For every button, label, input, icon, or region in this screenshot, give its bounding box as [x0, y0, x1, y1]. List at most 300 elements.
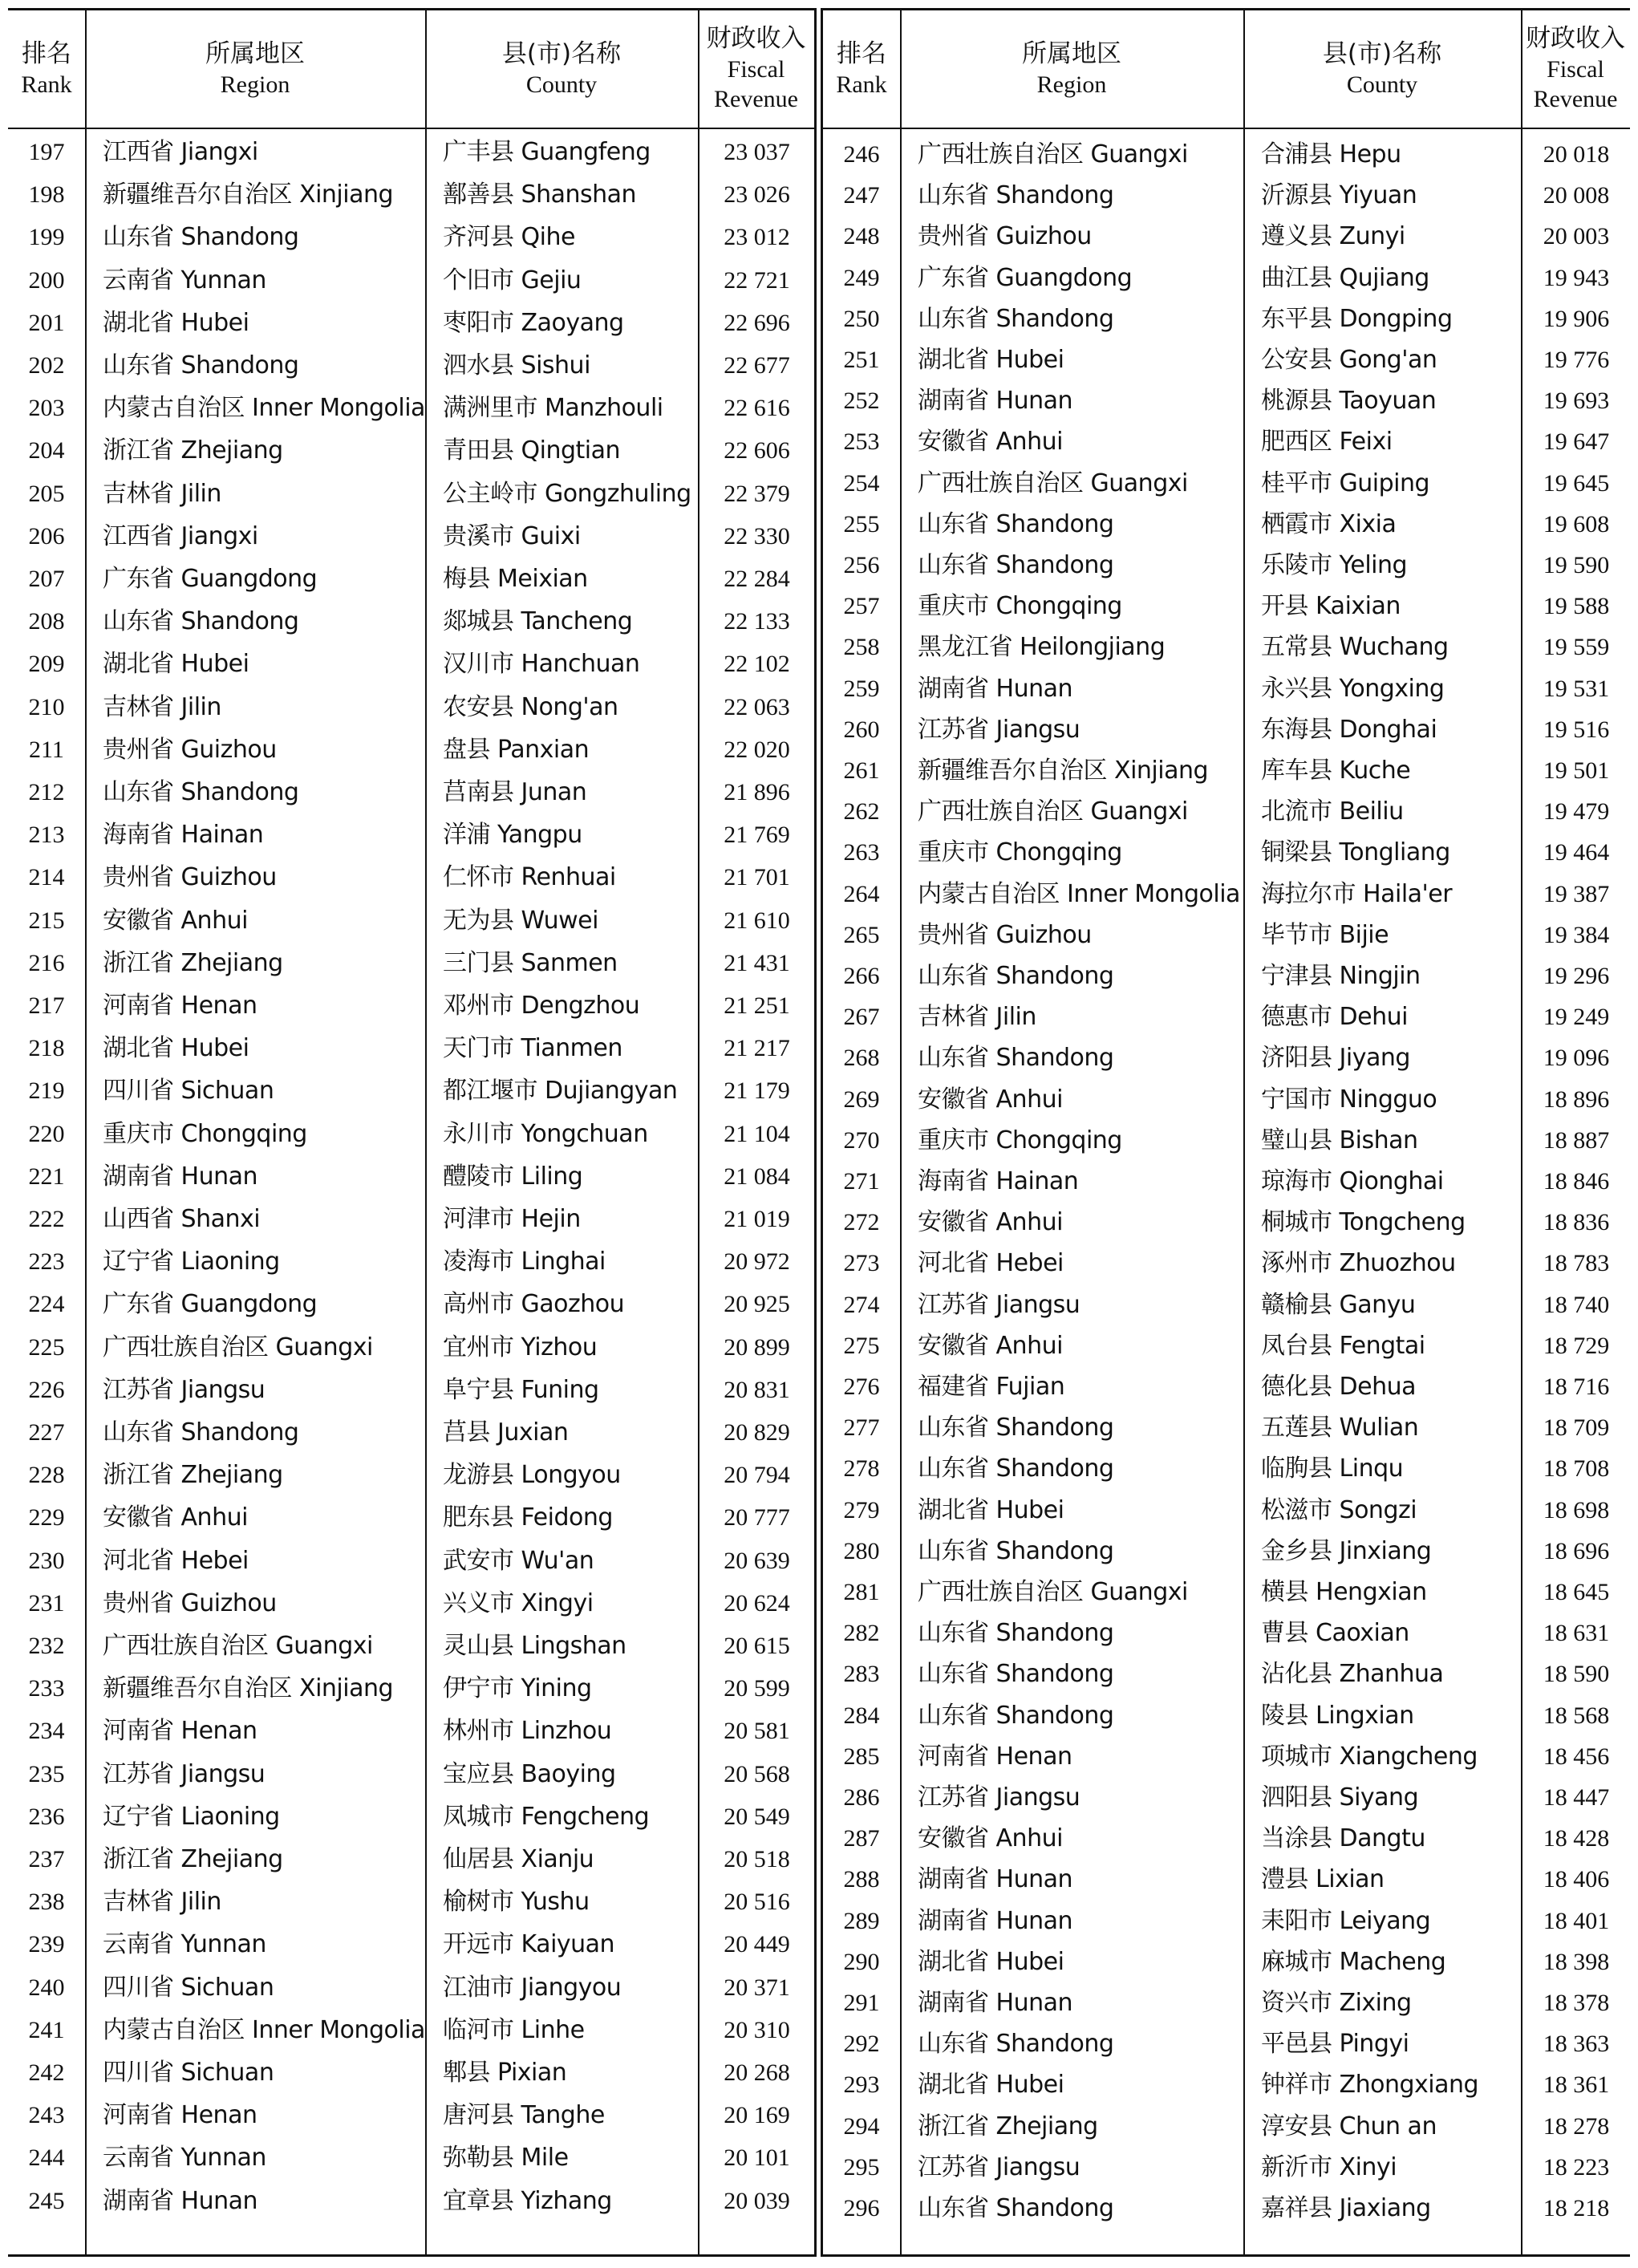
rank-cell: 229: [28, 1504, 65, 1532]
county-cell: 永川市 Yongchuan: [443, 1119, 648, 1148]
county-cell: 农安县 Nong'an: [443, 692, 618, 721]
rank-cell: 223: [28, 1248, 65, 1276]
county-cell: 德化县 Dehua: [1261, 1373, 1417, 1401]
table-row: [8, 1326, 814, 1369]
table-row: [8, 1283, 814, 1326]
region-cell: 四川省 Sichuan: [103, 1973, 274, 2002]
region-cell: 山东省 Shandong: [918, 181, 1114, 210]
table-row: [8, 173, 814, 217]
region-header-zh: 所属地区: [205, 39, 305, 68]
county-cell: 五常县 Wuchang: [1261, 633, 1449, 662]
county-cell: 凤城市 Fengcheng: [443, 1802, 650, 1831]
county-cell: 阜宁县 Funing: [443, 1375, 599, 1404]
rank-cell: 268: [843, 1045, 880, 1072]
rank-cell: 251: [843, 347, 880, 373]
revenue-cell: 20 169: [724, 2102, 790, 2129]
right-table-body: [823, 129, 1630, 2254]
county-cell: 齐河县 Qihe: [443, 223, 575, 252]
rank-cell: 264: [843, 880, 880, 907]
revenue-cell: 18 568: [1543, 1702, 1610, 1729]
revenue-cell: 21 431: [724, 949, 790, 976]
county-cell: 济阳县 Jiyang: [1261, 1044, 1410, 1073]
region-cell: 广东省 Guangdong: [103, 1290, 318, 1319]
region-cell: 湖北省 Hubei: [918, 2071, 1064, 2100]
county-cell: 金乡县 Jinxiang: [1261, 1536, 1432, 1565]
table-row: [823, 749, 1630, 793]
region-cell: 广东省 Guangdong: [103, 565, 318, 593]
county-cell: 沂源县 Yiyuan: [1261, 181, 1417, 210]
table-row: [823, 955, 1630, 998]
table-row: [8, 429, 814, 473]
region-cell: 福建省 Fujian: [918, 1373, 1065, 1401]
rank-cell: 272: [843, 1209, 880, 1236]
county-cell: 开县 Kaixian: [1261, 592, 1401, 621]
revenue-cell: 18 740: [1543, 1291, 1610, 1318]
rank-cell: 288: [843, 1866, 880, 1893]
rank-cell: 242: [28, 2059, 65, 2086]
region-cell: 新疆维吾尔自治区 Xinjiang: [103, 181, 394, 209]
table-row: [8, 1069, 814, 1113]
table-row: [8, 1198, 814, 1241]
rank-cell: 215: [28, 907, 65, 934]
region-cell: 内蒙古自治区 Inner Mongolia: [918, 879, 1240, 908]
region-cell: 吉林省 Jilin: [918, 1003, 1036, 1032]
county-cell: 枣阳市 Zaoyang: [443, 308, 624, 337]
revenue-cell: 18 223: [1543, 2153, 1610, 2181]
county-cell: 天门市 Tianmen: [443, 1034, 622, 1063]
table-row: [8, 771, 814, 814]
revenue-cell: 22 020: [724, 736, 790, 763]
rank-cell: 209: [28, 651, 65, 678]
revenue-header-zh: 财政收入: [706, 24, 806, 54]
table-row: [8, 1795, 814, 1839]
table-row: [823, 1242, 1630, 1285]
revenue-cell: 18 406: [1543, 1866, 1610, 1893]
region-cell: 新疆维吾尔自治区 Xinjiang: [103, 1674, 394, 1703]
county-cell: 璧山县 Bishan: [1261, 1126, 1418, 1154]
rank-cell: 213: [28, 822, 65, 849]
rank-cell: 235: [28, 1760, 65, 1787]
rank-header: [8, 10, 85, 128]
region-cell: 湖南省 Hunan: [103, 2186, 258, 2215]
rank-cell: 233: [28, 1675, 65, 1702]
county-cell: 凌海市 Linghai: [443, 1248, 606, 1276]
county-cell: 鄯善县 Shanshan: [443, 181, 637, 209]
region-cell: 河北省 Hebei: [918, 1249, 1064, 1278]
county-cell: 赣榆县 Ganyu: [1261, 1290, 1416, 1319]
revenue-cell: 19 559: [1543, 634, 1610, 661]
county-cell: 梅县 Meixian: [443, 565, 588, 593]
table-row: [8, 813, 814, 857]
region-cell: 山东省 Shandong: [103, 607, 299, 636]
revenue-cell: 22 677: [724, 352, 790, 379]
revenue-cell: 22 284: [724, 566, 790, 592]
county-cell: 榆树市 Yushu: [443, 1888, 590, 1917]
rank-cell: 226: [28, 1376, 65, 1403]
rank-cell: 230: [28, 1547, 65, 1574]
county-cell: 麻城市 Macheng: [1261, 1947, 1446, 1976]
table-row: [8, 686, 814, 729]
table-row: [823, 379, 1630, 423]
revenue-cell: 23 026: [724, 181, 790, 209]
rank-cell: 274: [843, 1291, 880, 1318]
region-cell: 辽宁省 Liaoning: [103, 1248, 280, 1276]
region-cell: 山西省 Shanxi: [103, 1205, 261, 1233]
region-cell: 重庆市 Chongqing: [918, 838, 1122, 867]
rank-cell: 282: [843, 1620, 880, 1647]
rank-cell: 293: [843, 2071, 880, 2099]
table-row: [8, 344, 814, 387]
table-row: [823, 1406, 1630, 1450]
revenue-cell: 18 456: [1543, 1743, 1610, 1770]
region-cell: 吉林省 Jilin: [103, 479, 221, 508]
county-cell: 铜梁县 Tongliang: [1261, 838, 1450, 867]
region-cell: 吉林省 Jilin: [103, 692, 221, 721]
region-cell: 江苏省 Jiangsu: [103, 1759, 266, 1788]
revenue-cell: 19 387: [1543, 880, 1610, 907]
county-cell: 灵山县 Lingshan: [443, 1632, 626, 1660]
table-row: [823, 1325, 1630, 1368]
table-row: [823, 1653, 1630, 1696]
region-cell: 河北省 Hebei: [103, 1546, 249, 1575]
rank-cell: 241: [28, 2016, 65, 2043]
table-row: [823, 2146, 1630, 2189]
revenue-cell: 23 012: [724, 224, 790, 251]
county-cell: 北流市 Beiliu: [1261, 797, 1404, 826]
revenue-cell: 18 447: [1543, 1784, 1610, 1811]
region-cell: 江西省 Jiangxi: [103, 521, 258, 550]
table-row: [823, 1119, 1630, 1162]
revenue-cell: 22 133: [724, 608, 790, 635]
county-header-en: County: [525, 71, 598, 98]
county-cell: 临朐县 Linqu: [1261, 1455, 1404, 1483]
revenue-cell: 21 701: [724, 864, 790, 891]
county-cell: 五莲县 Wulian: [1261, 1414, 1419, 1442]
rank-cell: 254: [843, 469, 880, 497]
table-row: [8, 387, 814, 430]
table-row: [8, 942, 814, 985]
rank-cell: 275: [843, 1332, 880, 1359]
region-cell: 山东省 Shandong: [918, 1701, 1114, 1730]
table-row: [8, 473, 814, 516]
revenue-cell: 19 645: [1543, 469, 1610, 497]
region-cell: 贵州省 Guizhou: [103, 863, 277, 892]
revenue-cell: 19 249: [1543, 1004, 1610, 1031]
table-row: [823, 1530, 1630, 1573]
table-row: [8, 515, 814, 558]
region-cell: 山东省 Shandong: [918, 1044, 1114, 1073]
region-cell: 辽宁省 Liaoning: [103, 1802, 280, 1831]
revenue-cell: 20 624: [724, 1589, 790, 1617]
rank-cell: 273: [843, 1250, 880, 1277]
rank-cell: 263: [843, 839, 880, 866]
revenue-cell: 18 378: [1543, 1990, 1610, 2016]
region-cell: 重庆市 Chongqing: [103, 1119, 307, 1148]
table-row: [823, 339, 1630, 382]
revenue-cell: 20 777: [724, 1504, 790, 1532]
table-row: [8, 558, 814, 601]
region-cell: 广东省 Guangdong: [918, 263, 1133, 292]
ranking-table: [8, 8, 1630, 2260]
rank-cell: 279: [843, 1496, 880, 1523]
county-cell: 盘县 Panxian: [443, 735, 590, 764]
revenue-cell: 20 972: [724, 1248, 790, 1276]
table-row: [823, 1982, 1630, 2025]
table-row: [823, 1612, 1630, 1655]
rank-cell: 296: [843, 2195, 880, 2221]
revenue-cell: 18 363: [1543, 2031, 1610, 2058]
revenue-cell: 20 831: [724, 1376, 790, 1403]
table-row: [823, 2063, 1630, 2107]
revenue-cell: 19 464: [1543, 839, 1610, 866]
revenue-cell: 20 639: [724, 1547, 790, 1574]
region-cell: 四川省 Sichuan: [103, 1077, 274, 1106]
revenue-cell: 22 696: [724, 309, 790, 336]
county-cell: 钟祥市 Zhongxiang: [1261, 2071, 1479, 2100]
region-cell: 安徽省 Anhui: [918, 428, 1063, 456]
county-cell: 德惠市 Dehui: [1261, 1003, 1408, 1032]
rank-cell: 225: [28, 1333, 65, 1361]
county-cell: 凤台县 Fengtai: [1261, 1331, 1425, 1360]
table-row: [823, 2105, 1630, 2148]
region-cell: 湖南省 Hunan: [918, 387, 1073, 416]
revenue-cell: 18 896: [1543, 1085, 1610, 1113]
table-row: [823, 667, 1630, 711]
table-row: [823, 2023, 1630, 2066]
table-row: [823, 914, 1630, 957]
revenue-cell: 22 606: [724, 437, 790, 465]
revenue-cell: 18 887: [1543, 1126, 1610, 1154]
region-cell: 山东省 Shandong: [103, 778, 299, 806]
rank-cell: 216: [28, 949, 65, 976]
table-row: [8, 2094, 814, 2137]
county-cell: 醴陵市 Liling: [443, 1162, 583, 1191]
rank-cell: 271: [843, 1168, 880, 1195]
table-row: [8, 856, 814, 899]
county-cell: 广丰县 Guangfeng: [443, 138, 651, 166]
revenue-cell: 21 179: [724, 1077, 790, 1105]
county-cell: 龙游县 Longyou: [443, 1461, 621, 1490]
table-row: [823, 831, 1630, 874]
rank-cell: 280: [843, 1537, 880, 1564]
county-header: [1243, 10, 1521, 128]
county-cell: 兴义市 Xingyi: [443, 1588, 594, 1617]
table-row: [823, 1571, 1630, 1614]
rank-cell: 222: [28, 1206, 65, 1232]
revenue-cell: 21 610: [724, 907, 790, 934]
rank-cell: 260: [843, 716, 880, 743]
table-row: [8, 1496, 814, 1540]
county-cell: 郫县 Pixian: [443, 2059, 567, 2087]
region-cell: 湖北省 Hubei: [918, 1495, 1064, 1524]
rank-header: [823, 10, 900, 128]
region-cell: 江苏省 Jiangsu: [918, 1290, 1081, 1319]
county-cell: 邓州市 Dengzhou: [443, 992, 640, 1020]
rank-cell: 218: [28, 1035, 65, 1062]
right-table-half: [821, 8, 1630, 2257]
revenue-cell: 20 568: [724, 1760, 790, 1787]
revenue-cell: 18 645: [1543, 1579, 1610, 1605]
table-row: [823, 420, 1630, 464]
revenue-cell: 18 218: [1543, 2195, 1610, 2221]
table-row: [8, 1966, 814, 2010]
table-row: [823, 626, 1630, 669]
county-cell: 仙居县 Xianju: [443, 1845, 594, 1873]
table-row: [823, 298, 1630, 341]
region-cell: 新疆维吾尔自治区 Xinjiang: [918, 757, 1209, 785]
rank-cell: 211: [29, 736, 64, 763]
table-row: [823, 1201, 1630, 1244]
table-row: [823, 257, 1630, 300]
rank-cell: 231: [28, 1589, 65, 1617]
region-cell: 山东省 Shandong: [103, 1418, 299, 1446]
rank-cell: 210: [28, 693, 65, 720]
table-row: [8, 1753, 814, 1796]
revenue-cell: 22 721: [724, 266, 790, 294]
rank-cell: 228: [28, 1462, 65, 1489]
table-row: [8, 2051, 814, 2095]
revenue-cell: 20 516: [724, 1889, 790, 1916]
table-row: [8, 1582, 814, 1625]
rank-cell: 266: [843, 963, 880, 989]
table-header: [8, 10, 814, 129]
table-row: [8, 1625, 814, 1668]
county-cell: 东平县 Dongping: [1261, 304, 1453, 333]
county-cell: 永兴县 Yongxing: [1261, 674, 1445, 703]
region-cell: 湖北省 Hubei: [103, 1034, 249, 1063]
revenue-cell: 21 251: [724, 992, 790, 1019]
county-cell: 栖霞市 Xixia: [1261, 509, 1397, 538]
county-cell: 莒南县 Junan: [443, 778, 587, 806]
rank-cell: 283: [843, 1661, 880, 1688]
county-cell: 莒县 Juxian: [443, 1418, 569, 1446]
table-row: [823, 1365, 1630, 1409]
county-cell: 桃源县 Taoyuan: [1261, 387, 1437, 416]
county-cell: 陵县 Lingxian: [1261, 1701, 1414, 1730]
revenue-cell: 19 647: [1543, 428, 1610, 456]
revenue-cell: 18 836: [1543, 1209, 1610, 1236]
region-cell: 贵州省 Guizhou: [103, 735, 277, 764]
table-row: [8, 2180, 814, 2223]
revenue-cell: 19 943: [1543, 264, 1610, 291]
table-row: [8, 600, 814, 643]
rank-cell: 219: [28, 1077, 65, 1105]
table-row: [8, 2136, 814, 2180]
revenue-cell: 22 379: [724, 480, 790, 507]
rank-cell: 202: [28, 352, 65, 379]
county-cell: 弥勒县 Mile: [443, 2144, 569, 2173]
county-cell: 东海县 Donghai: [1261, 715, 1437, 744]
rank-cell: 291: [843, 1990, 880, 2016]
county-cell: 贵溪市 Guixi: [443, 521, 581, 550]
revenue-cell: 20 268: [724, 2059, 790, 2086]
table-row: [823, 585, 1630, 628]
region-cell: 吉林省 Jilin: [103, 1888, 221, 1917]
table-row: [823, 544, 1630, 587]
revenue-cell: 22 102: [724, 651, 790, 678]
table-row: [8, 2009, 814, 2052]
region-cell: 四川省 Sichuan: [103, 2059, 274, 2087]
region-cell: 江苏省 Jiangsu: [918, 2152, 1081, 2181]
rank-cell: 269: [843, 1085, 880, 1113]
county-cell: 肥东县 Feidong: [443, 1503, 613, 1532]
revenue-cell: 18 709: [1543, 1414, 1610, 1442]
rank-header-en: Rank: [21, 71, 72, 98]
table-row: [823, 1941, 1630, 1984]
revenue-cell: 19 501: [1543, 757, 1610, 784]
region-cell: 山东省 Shandong: [103, 351, 299, 379]
revenue-cell: 20 599: [724, 1675, 790, 1702]
region-cell: 海南省 Hainan: [918, 1167, 1079, 1195]
region-header-en: Region: [1036, 71, 1107, 98]
revenue-cell: 21 769: [724, 822, 790, 849]
rank-cell: 224: [28, 1291, 65, 1318]
county-cell: 毕节市 Bijie: [1261, 920, 1389, 949]
revenue-header-en2: Revenue: [1533, 86, 1618, 113]
region-cell: 浙江省 Zhejiang: [103, 1845, 283, 1873]
revenue-cell: 19 479: [1543, 798, 1610, 826]
region-cell: 内蒙古自治区 Inner Mongolia: [103, 394, 425, 423]
region-cell: 重庆市 Chongqing: [918, 592, 1122, 621]
table-row: [823, 873, 1630, 916]
revenue-cell: 20 003: [1543, 223, 1610, 250]
region-cell: 贵州省 Guizhou: [918, 920, 1092, 949]
rank-cell: 240: [28, 1974, 65, 2001]
region-cell: 云南省 Yunnan: [103, 266, 266, 294]
region-cell: 安徽省 Anhui: [103, 1503, 248, 1532]
rank-cell: 244: [28, 2144, 65, 2172]
region-cell: 广西壮族自治区 Guangxi: [918, 1578, 1188, 1606]
county-cell: 江油市 Jiangyou: [443, 1973, 622, 2002]
region-cell: 内蒙古自治区 Inner Mongolia: [103, 2015, 425, 2044]
revenue-cell: 19 608: [1543, 510, 1610, 538]
revenue-cell: 18 783: [1543, 1250, 1610, 1277]
revenue-cell: 22 616: [724, 395, 790, 422]
revenue-cell: 19 693: [1543, 387, 1610, 415]
table-row: [823, 133, 1630, 176]
region-cell: 安徽省 Anhui: [918, 1085, 1063, 1114]
revenue-cell: 20 008: [1543, 182, 1610, 209]
revenue-header: [698, 10, 814, 128]
county-cell: 宜州市 Yizhou: [443, 1333, 598, 1361]
revenue-cell: 22 330: [724, 522, 790, 550]
region-cell: 山东省 Shandong: [103, 223, 299, 252]
table-row: [823, 1776, 1630, 1820]
county-cell: 开远市 Kaiyuan: [443, 1930, 615, 1959]
rank-cell: 205: [28, 480, 65, 507]
table-row: [823, 708, 1630, 752]
region-cell: 山东省 Shandong: [918, 1660, 1114, 1689]
table-row: [8, 1027, 814, 1070]
rank-cell: 253: [843, 428, 880, 456]
revenue-cell: 19 588: [1543, 593, 1610, 620]
rank-cell: 200: [28, 266, 65, 294]
revenue-cell: 18 590: [1543, 1661, 1610, 1688]
county-cell: 曹县 Caoxian: [1261, 1619, 1409, 1648]
county-cell: 无为县 Wuwei: [443, 906, 598, 935]
rank-cell: 248: [843, 223, 880, 250]
revenue-cell: 20 371: [724, 1974, 790, 2001]
rank-cell: 257: [843, 593, 880, 620]
region-cell: 山东省 Shandong: [918, 962, 1114, 990]
region-cell: 贵州省 Guizhou: [918, 222, 1092, 251]
revenue-cell: 21 019: [724, 1206, 790, 1232]
county-cell: 琼海市 Qionghai: [1261, 1167, 1444, 1195]
table-row: [8, 302, 814, 345]
table-row: [823, 1735, 1630, 1779]
rank-cell: 197: [28, 139, 65, 165]
table-header: [823, 10, 1630, 129]
